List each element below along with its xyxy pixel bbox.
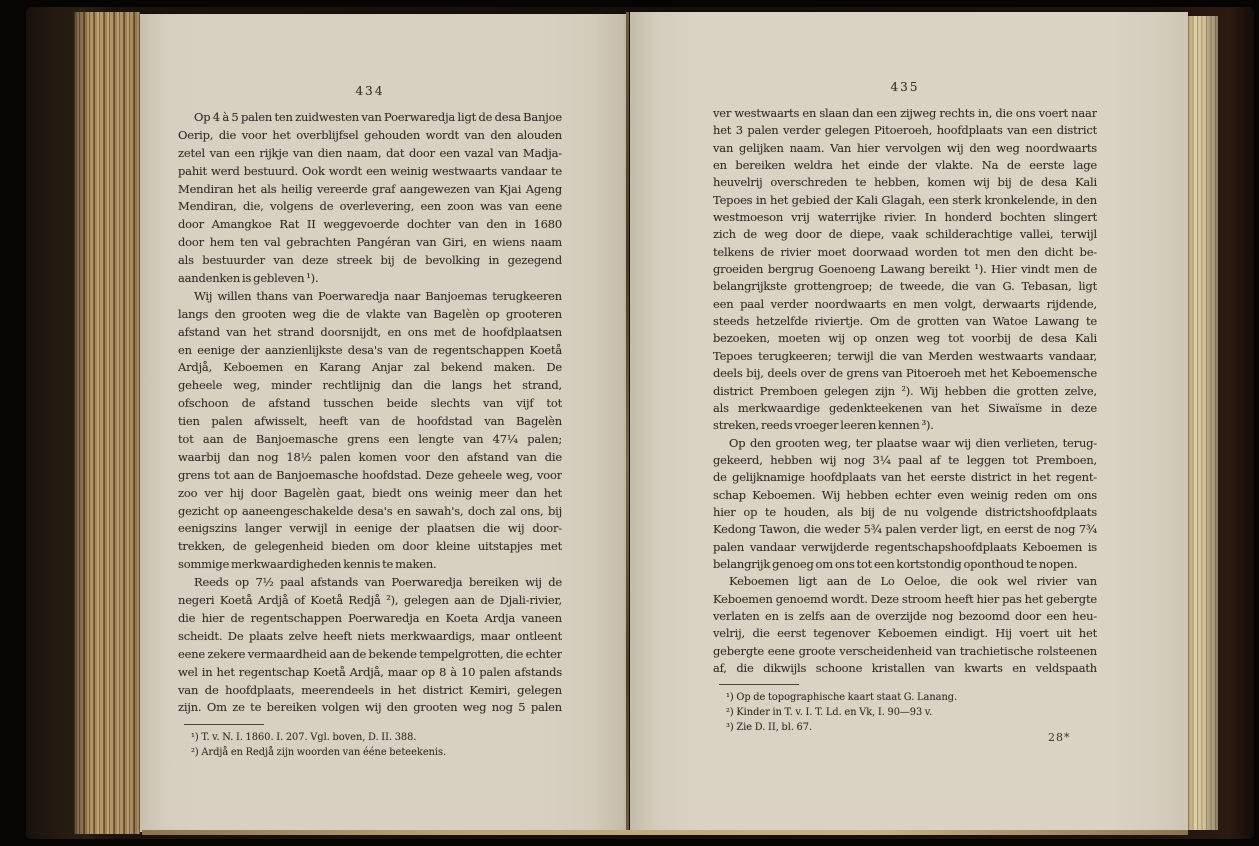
body-line: streken, reeds vroeger leeren kennen ³). xyxy=(713,418,934,433)
body-line: bezoeken, moeten wij op onzen weg tot voorbij de desa Kali xyxy=(713,331,1097,346)
body-line: westmoeson vrij waterrijke rivier. In honderd bochten slingert xyxy=(713,210,1097,225)
paragraph xyxy=(178,288,562,574)
body-line: pahit werd bestuurd. Ook wordt een weinig westwaarts vandaar te xyxy=(178,163,562,178)
body-line: heuvelrij overschreden te hebben, komen wij bij de desa Kali xyxy=(713,175,1097,190)
body-line: af, die dikwijls schoone kristallen van kwarts en veldspaath xyxy=(713,661,1097,675)
body-line: aandenken is gebleven ¹). xyxy=(178,271,319,286)
body-line: Keboemen ligt aan de Lo Oeloe, die ook wel rivier van xyxy=(729,574,1097,589)
body-line: ver westwaarts en slaan dan een zijweg rechts in, die ons voert naar xyxy=(713,106,1097,120)
body-line: van gelijken naam. Van hier vervolgen wij den weg noordwaarts xyxy=(713,140,1097,155)
body-line: Mendiran het als heilig vereerde graf aangewezen van Kjai Ageng xyxy=(178,181,562,196)
body-line: district Premboen gelegen zijn ²). Wij hebben die grotten zelve, xyxy=(713,383,1097,398)
body-line: hier op te houden, als bij de nu volgende districtshoofdplaats xyxy=(713,504,1097,519)
body-line: door Amangkoe Rat II weggevoerde dochter van den in 1680 xyxy=(178,217,562,232)
footnote: ¹) Op de topographische kaart staat G. Lanang. xyxy=(726,692,958,704)
left-page-footnotes xyxy=(178,730,562,760)
body-line: een paal verder noordwaarts en men volgt, derwaarts rijdende, xyxy=(713,296,1097,311)
body-line: van de hoofdplaats, meerendeels in het district Kemiri, gelegen xyxy=(178,682,562,697)
footnote-rule-right xyxy=(719,684,799,685)
body-line: trekken, de gelegenheid bieden om door kleine uitstapjes met xyxy=(178,539,562,554)
body-line: eene zekere vermaardheid aan de bekende tempelgrotten, die echter xyxy=(178,646,562,661)
paragraph xyxy=(713,435,1097,574)
body-line: eenigszins langer verwijl in eenige der plaatsen die wij door- xyxy=(178,521,562,536)
body-line: en bereiken weldra het einde der vlakte. Na de eerste lage xyxy=(713,158,1097,173)
body-line: negeri Koetå Ardjå of Koetå Redjå ²), gelegen aan de Djali-rivier, xyxy=(178,593,562,608)
body-line: velrij, die eerst tegenover Keboemen eindigt. Hij voert uit het xyxy=(713,626,1097,641)
body-line: de gelijknamige hoofdplaats van het eerste district in het regent- xyxy=(713,470,1097,485)
book-gutter xyxy=(626,12,629,834)
paragraph xyxy=(178,574,562,717)
body-line: gekeerd, hebben wij nog 3¼ paal af te leggen tot Premboen, xyxy=(713,452,1097,467)
page-edges-left xyxy=(74,12,140,834)
body-line: belangrijkste grottengroep; de tweede, die van G. Tebasan, ligt xyxy=(713,279,1097,294)
body-line: geheele weg, minder rechtlijnig dan die langs het strand, xyxy=(178,378,562,393)
body-line: afstand van het strand doorsnijdt, en ons met de hoofdplaatsen xyxy=(178,324,562,339)
body-line: Tepoes in het gebied der Kali Glagah, een sterk kronkelende, in den xyxy=(713,192,1097,207)
right-page-footnotes xyxy=(713,690,1097,735)
left-page-text xyxy=(178,84,562,760)
body-line: steeds hetzelfde riviertje. Om de grotten van Watoe Lawang te xyxy=(713,314,1097,329)
right-page-text xyxy=(713,80,1097,735)
body-line: ofschoon de afstand tusschen beide slechts van vijf tot xyxy=(178,396,562,411)
footnote-rule-left xyxy=(184,724,264,725)
footnote: ³) Zie D. II, bl. 67. xyxy=(726,722,813,734)
body-line: Wij willen thans van Poerwaredja naar Banjoemas terugkeeren xyxy=(194,288,562,303)
page-number-right: 435 xyxy=(890,80,920,94)
body-line: Tepoes terugkeeren; terwijl die van Merden westwaarts vandaar, xyxy=(713,348,1097,363)
body-line: wel in het regentschap Koetå Ardjå, maar op 8 à 10 palen afstands xyxy=(178,664,562,679)
body-line: Keboemen genoemd wordt. Deze stroom heeft hier pas het gebergte xyxy=(713,591,1097,606)
body-line: groeiden bergrug Goenoeng Lawang bereikt ¹). Hier vindt men de xyxy=(713,262,1097,277)
body-line: en eenige der aanzienlijkste desa's van de regentschappen Koetå xyxy=(178,342,562,357)
page-edges-right xyxy=(1188,16,1218,830)
body-line: gezicht op aaneengeschakelde desa's en sawah's, doch zal ons, bij xyxy=(178,503,562,518)
body-line: als merkwaardige gedenkteekenen van het Siwaïsme in deze xyxy=(713,400,1097,415)
body-line: Oerip, die voor het overblijfsel gehouden wordt van den alouden xyxy=(178,127,562,142)
body-line: zijn. Om ze te bereiken volgen wij den grooten weg nog 5 palen xyxy=(178,700,562,715)
body-line: zetel van een rijkje van dien naam, dat door een vazal van Madja- xyxy=(178,145,562,160)
footnote: ²) Kinder in T. v. I. T. Ld. en Vk, I. 90—93 v. xyxy=(726,707,933,719)
body-line: belangrijk genoeg om ons tot een kortstondig oponthoud te nopen. xyxy=(713,556,1078,571)
body-line: grens tot aan de Banjoemasche hoofdstad. Deze geheele weg, voor xyxy=(178,467,562,482)
signature-mark: 28* xyxy=(1048,731,1071,744)
body-line: scheidt. De plaats zelve heeft niets merkwaardigs, maar ontleent xyxy=(178,628,562,643)
body-line: schap Keboemen. Wij hebben echter even weinig reden om ons xyxy=(713,487,1097,502)
body-line: Mendiran, die, volgens de overlevering, een zoon was van eene xyxy=(178,199,562,214)
body-line: sommige merkwaardigheden kennis te maken. xyxy=(178,557,437,572)
body-line: tot aan de Banjoemasche grens een lengte van 47¼ palen; xyxy=(178,432,562,447)
paragraph xyxy=(713,573,1097,677)
body-line: zich de weg door de diepe, vaak schilderachtige vallei, terwijl xyxy=(713,227,1097,242)
paragraph xyxy=(713,105,1097,435)
body-line: gebergte eene groote verscheidenheid van trachietische rolsteenen xyxy=(713,643,1097,658)
right-page-body xyxy=(713,105,1097,677)
left-page-body xyxy=(178,109,562,717)
page-number-left: 434 xyxy=(355,84,385,98)
bottom-page-edge xyxy=(142,830,1188,835)
body-line: als bestuurder van deze streek bij de bevolking in gezegend xyxy=(178,253,562,268)
body-line: Ardjå, Keboemen en Karang Anjar zal bekend maken. De xyxy=(178,360,562,375)
body-line: zoo ver hij door Bagelèn gaat, biedt ons weinig meer dan het xyxy=(178,485,562,500)
body-line: Kedong Tawon, die weder 5¾ palen verder ligt, en eerst de nog 7¾ xyxy=(713,522,1097,537)
body-line: Reeds op 7½ paal afstands van Poerwaredja bereiken wij de xyxy=(194,575,562,590)
footnote: ¹) T. v. N. I. 1860. I. 207. Vgl. boven, D. II. 388. xyxy=(191,732,417,744)
body-line: Op 4 à 5 palen ten zuidwesten van Poerwaredja ligt de desa Banjoe xyxy=(194,110,562,124)
body-line: het 3 palen verder gelegen Pitoeroeh, hoofdplaats van een district xyxy=(713,123,1097,138)
body-line: verlaten en is zelfs aan de overzijde nog bezoomd door een heu- xyxy=(713,608,1097,623)
body-line: Op den grooten weg, ter plaatse waar wij dien verlieten, terug- xyxy=(729,435,1097,450)
footnote: ²) Ardjå en Redjå zijn woorden van ééne beteekenis. xyxy=(191,747,447,759)
body-line: deels bij, deels over de grens van Pitoeroeh met het Keboemensche xyxy=(713,366,1097,381)
body-line: tien palen afwisselt, heeft van de hoofdstad van Bagelèn xyxy=(178,414,562,429)
body-line: palen vandaar verwijderde regentschapshoofdplaats Keboemen is xyxy=(713,539,1097,554)
body-line: door hem ten val gebrachten Pangéran van Giri, en wiens naam xyxy=(178,235,562,250)
paragraph xyxy=(178,109,562,288)
body-line: waarbij dan nog 18½ palen komen voor den afstand van die xyxy=(178,449,562,464)
body-line: langs den grooten weg die de vlakte van Bagelèn op grooteren xyxy=(178,306,562,321)
body-line: die hier de regentschappen Poerwaredja en Koeta Ardja vaneen xyxy=(178,610,562,625)
body-line: telkens de rivier moet doorwaad worden tot men den dicht be- xyxy=(713,244,1097,259)
